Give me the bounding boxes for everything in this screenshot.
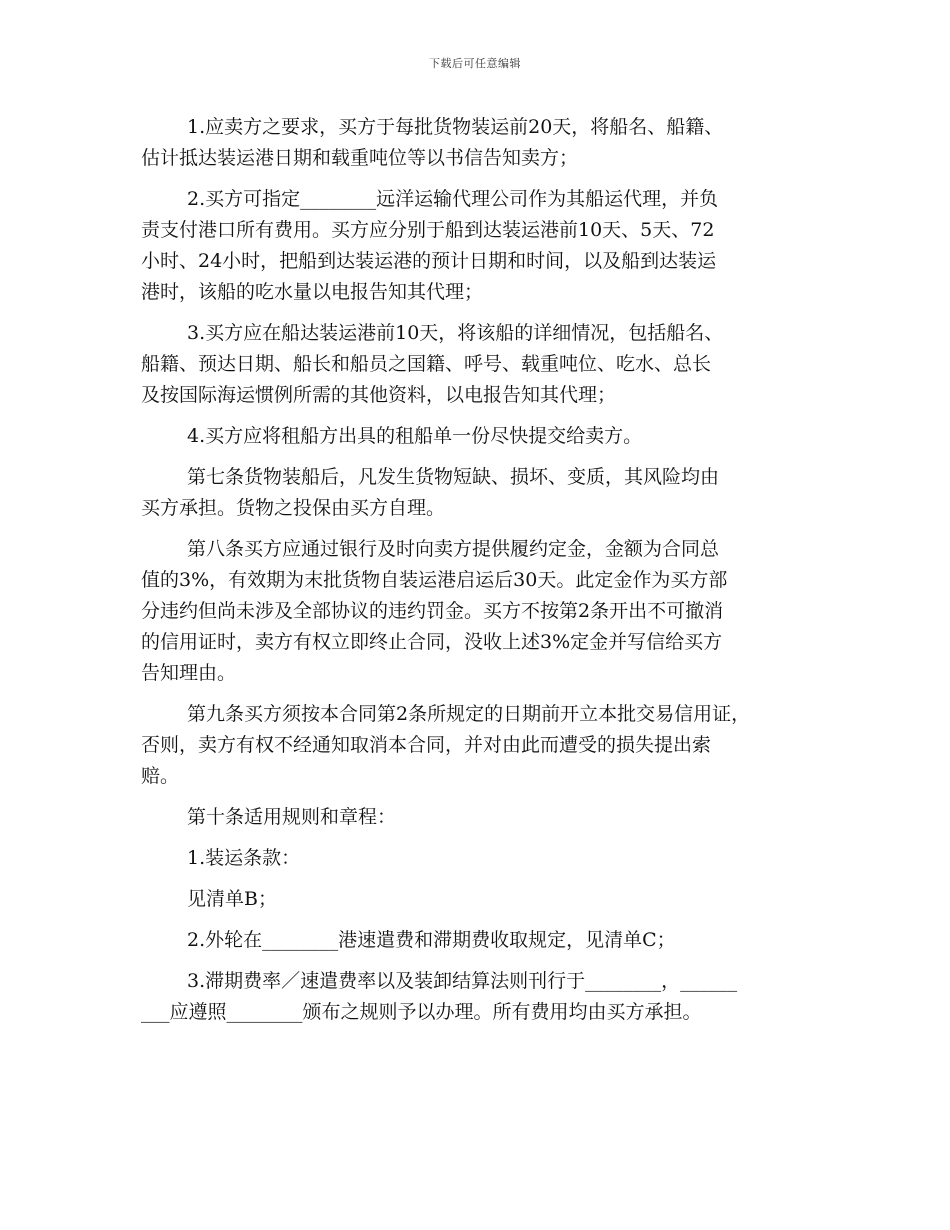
paragraph-gap <box>141 689 811 699</box>
text-line: 告知理由。 <box>141 662 237 684</box>
text-line: 赔。 <box>141 765 180 787</box>
text-line: 值的3%，有效期为末批货物自装运港启运后30天。此定金作为买方部 <box>141 569 728 591</box>
paragraph-gap <box>141 308 811 318</box>
text-line: 小时、24小时，把船到达装运港的预计日期和时间，以及船到达装运 <box>141 250 717 272</box>
text-line: 及按国际海运惯例所需的其他资料，以电报告知其代理； <box>141 384 617 406</box>
paragraph-gap <box>141 792 811 802</box>
paragraph-gap <box>141 452 811 462</box>
paragraph-gap <box>141 874 811 884</box>
paragraph-gap <box>141 524 811 534</box>
paragraph-gap <box>141 956 811 966</box>
text-line: 见清单B； <box>187 888 277 910</box>
text-line: 3.买方应在船达装运港前10天，将该船的详细情况，包括船名、 <box>187 322 724 344</box>
paragraph-gap <box>141 833 811 843</box>
page-header: 下载后可任意编辑 <box>429 57 521 70</box>
text-line: 第七条货物装船后，凡发生货物短缺、损坏、变质，其风险均由 <box>187 466 720 488</box>
text-line: 2.外轮在________港速遣费和滞期费收取规定，见清单C； <box>187 929 676 951</box>
text-line: 第九条买方须按本合同第2条所规定的日期前开立本批交易信用证， <box>187 703 751 725</box>
paragraph-gap <box>141 174 811 184</box>
text-line: 3.滞期费率／速遣费率以及装卸结算法则刊行于________，______ <box>187 970 738 992</box>
text-line: ___应遵照________颁布之规则予以办理。所有费用均由买方承担。 <box>141 1001 702 1023</box>
text-line: 第八条买方应通过银行及时向卖方提供履约定金，金额为合同总 <box>187 538 720 560</box>
document-body <box>141 112 811 1028</box>
text-line: 的信用证时，卖方有权立即终止合同，没收上述3%定金并写信给买方 <box>141 631 723 653</box>
text-line: 1.应卖方之要求，买方于每批货物装运前20天，将船名、船籍、 <box>187 116 724 138</box>
text-line: 责支付港口所有费用。买方应分别于船到达装运港前10天、5天、72 <box>141 219 715 241</box>
text-line: 买方承担。货物之投保由买方自理。 <box>141 497 446 519</box>
text-line: 2.买方可指定________远洋运输代理公司作为其船运代理，并负 <box>187 188 719 210</box>
text-line: 分违约但尚未涉及全部协议的违约罚金。买方不按第2条开出不可撤消 <box>141 600 724 622</box>
text-line: 估计抵达装运港日期和载重吨位等以书信告知卖方； <box>141 147 579 169</box>
paragraph-gap <box>141 915 811 925</box>
text-line: 第十条适用规则和章程： <box>187 806 397 828</box>
text-line: 港时，该船的吃水量以电报告知其代理； <box>141 281 484 303</box>
text-line: 4.买方应将租船方出具的租船单一份尽快提交给卖方。 <box>187 425 643 447</box>
paragraph-gap <box>141 411 811 421</box>
text-line: 否则，卖方有权不经通知取消本合同，并对由此而遭受的损失提出索 <box>141 734 712 756</box>
text-line: 1.装运条款： <box>187 847 301 869</box>
text-line: 船籍、预达日期、船长和船员之国籍、呼号、载重吨位、吃水、总长 <box>141 353 712 375</box>
